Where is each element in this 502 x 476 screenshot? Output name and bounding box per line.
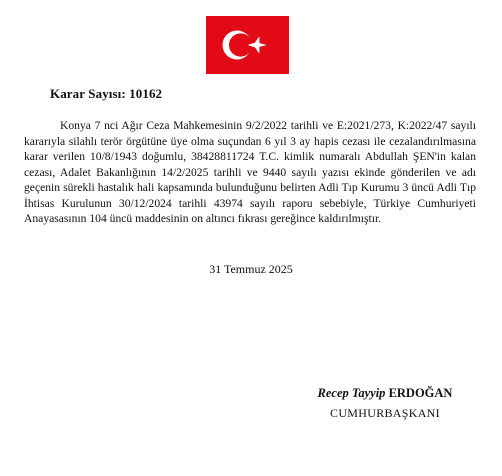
decision-date: 31 Temmuz 2025 — [209, 262, 293, 276]
signatory-given-name: Recep Tayyip — [317, 386, 386, 400]
decision-body-paragraph: Konya 7 nci Ağır Ceza Mahkemesinin 9/2/2022 tarihli ve E:2021/273, K:2022/47 sayılı kararıyla silahlı terör örgütüne üye olma suçundan 6 yıl 3 ay hapis cezası ile cezalandırılmasına karar verilen 10/8/1943 doğumlu, 38428811724 T.C. kimlik numaralı Abdullah ŞEN'in kalan cezası, Adalet Bakanlığının 14/2/2025 tarihli ve 9440 sayılı yazısı ekinde gönderilen ve adı geçenin sürekli hastalık hali kapsamında bulunduğunu belirten Adli Tıp Kurumu 3 üncü Adli Tıp İhtisas Kurulunun 30/12/2024 tarihli 43974 sayılı raporu sebebiyle, Türkiye Cumhuriyeti Anayasasının 104 üncü maddesinin on altıncı fıkrası gereğince kaldırılmıştır. — [24, 119, 476, 225]
signature-block — [300, 384, 470, 424]
signatory-name — [300, 384, 470, 402]
signatory-surname: ERDOĞAN — [388, 386, 453, 400]
decision-number: Karar Sayısı: 10162 — [50, 86, 163, 101]
signatory-title: CUMHURBAŞKANI — [330, 406, 440, 420]
turkish-flag-icon — [206, 16, 289, 74]
